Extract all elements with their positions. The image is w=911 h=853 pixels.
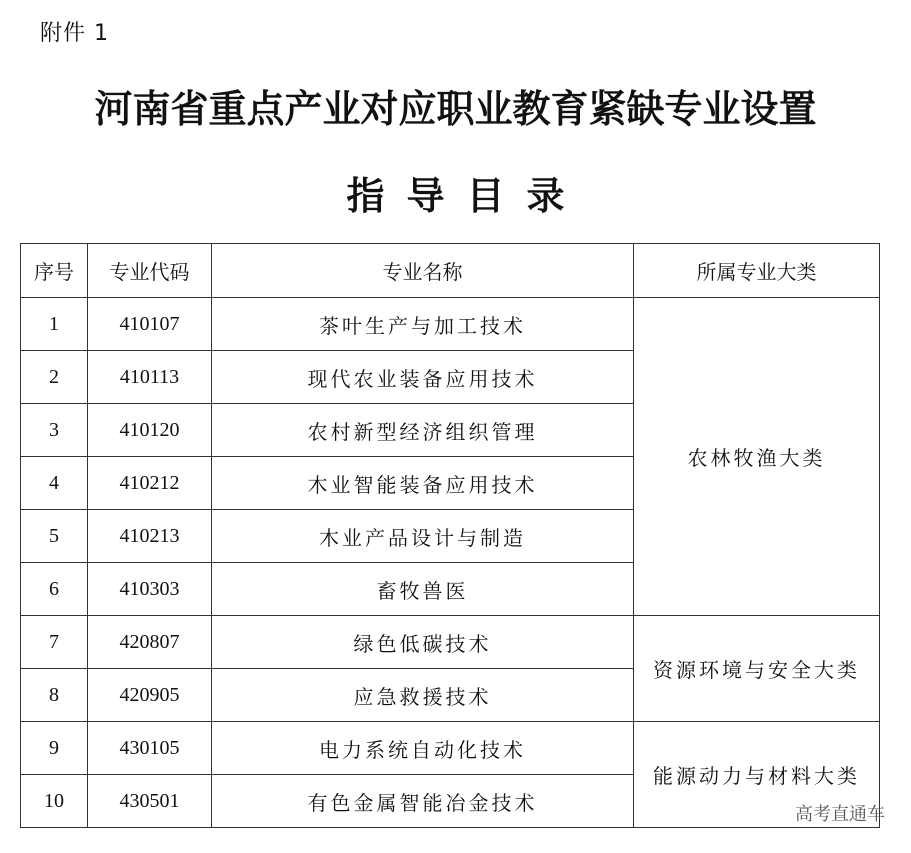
row-number: 5 <box>21 510 88 563</box>
row-name: 现代农业装备应用技术 <box>212 351 634 404</box>
row-name: 木业产品设计与制造 <box>212 510 634 563</box>
category-cell: 农林牧渔大类 <box>634 298 880 616</box>
header-major-name: 专业名称 <box>212 244 634 298</box>
watermark-text: 高考直通车 <box>795 804 885 825</box>
category-cell: 能源动力与材料大类 <box>634 722 880 828</box>
row-code: 410113 <box>88 351 212 404</box>
table-row <box>21 298 880 351</box>
attachment-label: 附件 1 <box>40 21 109 46</box>
row-code: 410303 <box>88 563 212 616</box>
document-title: 河南省重点产业对应职业教育紧缺专业设置 <box>94 87 817 131</box>
row-code: 410120 <box>88 404 212 457</box>
row-name: 茶叶生产与加工技术 <box>212 298 634 351</box>
row-number: 3 <box>21 404 88 457</box>
row-code: 410213 <box>88 510 212 563</box>
header-major-code: 专业代码 <box>88 244 212 298</box>
table-row <box>21 722 880 775</box>
row-number: 9 <box>21 722 88 775</box>
row-number: 7 <box>21 616 88 669</box>
row-code: 410212 <box>88 457 212 510</box>
header-serial-number: 序号 <box>21 244 88 298</box>
row-number: 8 <box>21 669 88 722</box>
row-number: 10 <box>21 775 88 828</box>
row-code: 430501 <box>88 775 212 828</box>
row-number: 6 <box>21 563 88 616</box>
row-number: 4 <box>21 457 88 510</box>
row-name: 农村新型经济组织管理 <box>212 404 634 457</box>
row-code: 410107 <box>88 298 212 351</box>
catalog-table <box>20 243 880 828</box>
table-row <box>21 616 880 669</box>
row-number: 1 <box>21 298 88 351</box>
row-name: 绿色低碳技术 <box>212 616 634 669</box>
row-name: 木业智能装备应用技术 <box>212 457 634 510</box>
row-name: 应急救援技术 <box>212 669 634 722</box>
row-name: 有色金属智能冶金技术 <box>212 775 634 828</box>
row-name: 畜牧兽医 <box>212 563 634 616</box>
document-subtitle: 指导目录 <box>346 174 587 218</box>
row-number: 2 <box>21 351 88 404</box>
row-code: 430105 <box>88 722 212 775</box>
row-code: 420807 <box>88 616 212 669</box>
category-cell: 资源环境与安全大类 <box>634 616 880 722</box>
table-header-row <box>21 244 880 298</box>
row-name: 电力系统自动化技术 <box>212 722 634 775</box>
row-code: 420905 <box>88 669 212 722</box>
header-major-category: 所属专业大类 <box>634 244 880 298</box>
